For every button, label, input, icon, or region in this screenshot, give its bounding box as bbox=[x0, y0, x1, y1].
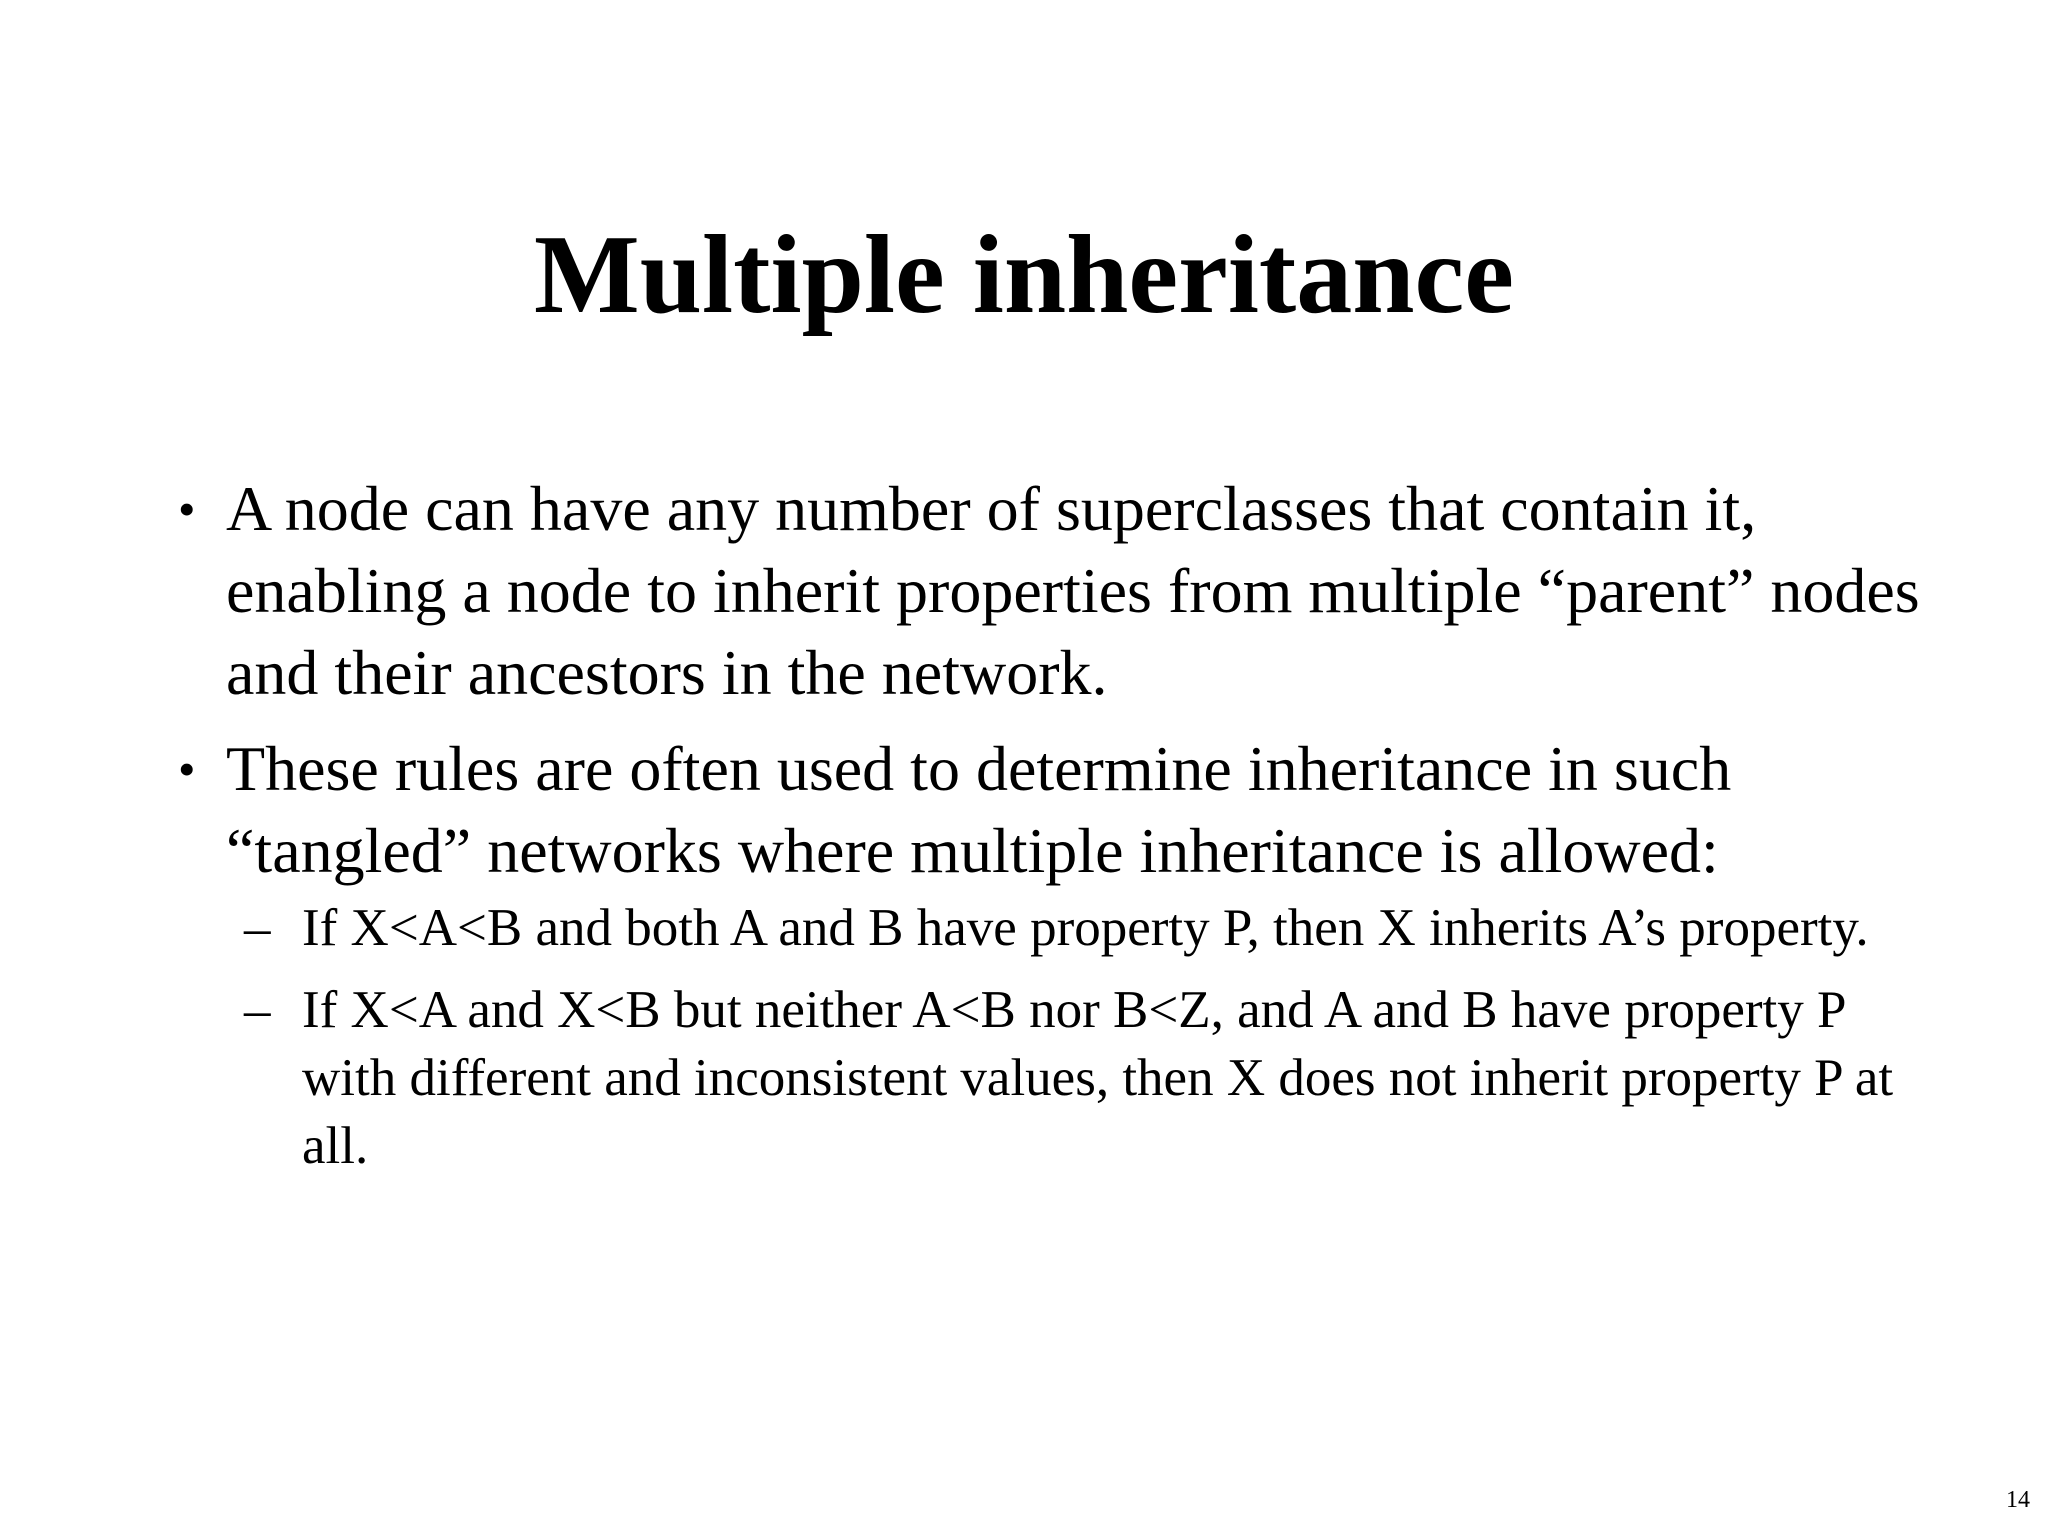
bullet-item bbox=[170, 728, 1930, 1180]
slide-title: Multiple inheritance bbox=[534, 213, 1514, 337]
bullet-icon: • bbox=[178, 741, 196, 797]
subbullet-text: If X<A and X<B but neither A<B nor B<Z, and A and B have property P with different and inconsistent values, then X does not inherit property P at all. bbox=[302, 981, 1894, 1175]
bullet-text: These rules are often used to determine inheritance in such “tangled” networks where multiple inheritance is allowed: bbox=[226, 733, 1732, 886]
subbullet-text: If X<A<B and both A and B have property P, then X inherits A’s property. bbox=[302, 899, 1869, 957]
subbullet-item bbox=[226, 976, 1930, 1180]
bullet-item bbox=[170, 468, 1930, 714]
bullet-icon: • bbox=[178, 481, 196, 537]
bullet-text: A node can have any number of superclasses that contain it, enabling a node to inherit properties from multiple “parent” nodes and their ancestors in the network. bbox=[226, 473, 1920, 708]
dash-icon: – bbox=[244, 981, 271, 1039]
dash-icon: – bbox=[244, 899, 271, 957]
bullet-list bbox=[170, 468, 1930, 1194]
page-number: 14 bbox=[2006, 1487, 2030, 1513]
subbullet-item bbox=[226, 894, 1930, 962]
subbullet-list bbox=[226, 894, 1930, 1180]
